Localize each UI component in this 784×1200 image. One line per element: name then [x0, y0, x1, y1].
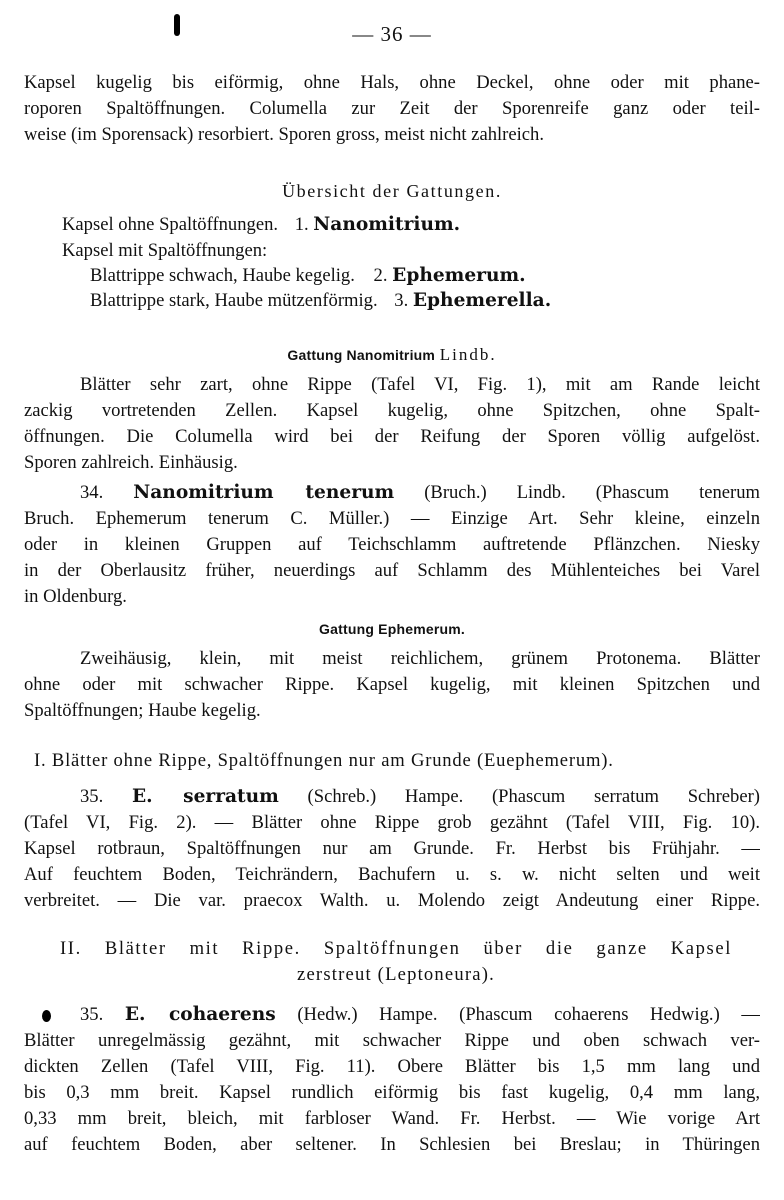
key-genus: Ephemerum.	[392, 265, 526, 286]
text-line: Blätter unregelmässig gezähnt, mit schwacher Rippe und oben schwach ver-	[24, 1030, 760, 1051]
text-line: Kapsel kugelig bis eiförmig, ohne Hals, ohne Deckel, ohne oder mit phane-	[24, 72, 760, 93]
text-line: verbreitet. — Die var. praecox Walth. u. Molendo zeigt Andeutung einer Rippe.	[24, 890, 760, 911]
text-line: Bruch. Ephemerum tenerum C. Müller.) — Einzige Art. Sehr kleine, einzeln	[24, 508, 760, 529]
key-row-2	[62, 240, 267, 262]
text-line: weise (im Sporensack) resorbiert. Sporen gross, meist nicht zahlreich.	[24, 124, 544, 145]
text-line: oder in kleinen Gruppen auf Teichschlamm auftretende Pflänzchen. Niesky	[24, 534, 760, 555]
species-34-entry	[24, 480, 760, 610]
text-line: Auf feuchtem Boden, Teichrändern, Bachufern u. s. w. nicht selten und weit	[24, 864, 760, 885]
species-name: E. serratum	[131, 786, 279, 807]
species-name: E. cohaerens	[124, 1004, 276, 1025]
text-line: I. Blätter ohne Rippe, Spaltöffnungen nur am Grunde (Euephemerum).	[34, 750, 614, 771]
genus-heading-text: Gattung Ephemerum.	[319, 621, 465, 637]
key-number: 2.	[373, 265, 388, 286]
text-line: Spaltöffnungen; Haube kegelig.	[24, 700, 261, 721]
text-line: Blätter sehr zart, ohne Rippe (Tafel VI, Fig. 1), mit am Rande leicht	[80, 374, 760, 395]
text-line: II. Blätter mit Rippe. Spaltöffnungen über die ganze Kapsel	[60, 938, 732, 959]
text-line: bis 0,3 mm breit. Kapsel rundlich eiförmig bis fast kugelig, 0,4 mm lang,	[24, 1082, 760, 1103]
text-line: öffnungen. Die Columella wird bei der Reifung der Sporen völlig aufgelöst.	[24, 426, 760, 447]
species-first-line	[24, 480, 760, 506]
text-line: zackig vortretenden Zellen. Kapsel kugelig, ohne Spitzchen, ohne Spalt-	[24, 400, 760, 421]
text-line: Sporen zahlreich. Einhäusig.	[24, 452, 238, 473]
species-35-serratum-entry	[24, 784, 760, 914]
text-line: (Tafel VI, Fig. 2). — Blätter ohne Rippe grob gezähnt (Tafel VIII, Fig. 10).	[24, 812, 760, 833]
genus-author: Lindb.	[439, 345, 497, 364]
text-line: in der Oberlausitz früher, neuerdings auf Schlamm des Mühlenteiches bei Varel	[24, 560, 760, 581]
key-text: Blattrippe stark, Haube mützenförmig.	[90, 290, 378, 311]
text-line: in Oldenburg.	[24, 586, 127, 607]
section-2-heading	[60, 936, 732, 988]
text-line: Kapsel rotbraun, Spaltöffnungen nur am Grunde. Fr. Herbst bis Frühjahr. —	[24, 838, 760, 859]
key-text: Blattrippe schwach, Haube kegelig.	[90, 265, 355, 286]
species-authority: (Bruch.) Lindb. (Phascum tenerum	[424, 482, 760, 503]
species-authority: (Hedw.) Hampe. (Phascum cohaerens Hedwig.) —	[297, 1004, 760, 1025]
species-authority: (Schreb.) Hampe. (Phascum serratum Schreber)	[307, 786, 760, 807]
text-line: roporen Spaltöffnungen. Columella zur Zeit der Sporenreife ganz oder teil-	[24, 98, 760, 119]
overview-heading: Übersicht der Gattungen.	[282, 181, 502, 201]
text-line: dickten Zellen (Tafel VIII, Fig. 11). Obere Blätter bis 1,5 mm lang und	[24, 1056, 760, 1077]
nanomitrium-description	[24, 372, 760, 476]
text-line: zerstreut (Leptoneura).	[297, 964, 495, 985]
species-number: 34.	[80, 482, 104, 503]
species-number: 35.	[80, 786, 104, 807]
section-1-heading	[34, 748, 760, 774]
text-line: Zweihäusig, klein, mit meist reichlichem, grünem Protonema. Blätter	[80, 648, 760, 669]
ephemerum-heading	[24, 616, 760, 642]
key-row-1	[62, 214, 460, 236]
text-line: 0,33 mm breit, bleich, mit farbloser Wand. Fr. Herbst. — Wie vorige Art	[24, 1108, 760, 1129]
key-row-4	[90, 290, 551, 312]
key-text: Kapsel mit Spaltöffnungen:	[62, 240, 268, 261]
key-genus: Ephemerella.	[412, 290, 552, 311]
key-genus: Nanomitrium.	[313, 214, 461, 235]
text-line: ohne oder mit schwacher Rippe. Kapsel kugelig, mit kleinen Spitzchen und	[24, 674, 760, 695]
key-row-3	[90, 265, 526, 287]
key-number: 1.	[294, 214, 309, 235]
page-number: — 36 —	[352, 22, 432, 46]
nanomitrium-heading	[24, 342, 760, 368]
text-line: auf feuchtem Boden, aber seltener. In Schlesien bei Breslau; in Thüringen	[24, 1134, 760, 1155]
ephemerum-description	[24, 646, 760, 724]
species-first-line	[24, 1002, 760, 1028]
key-text: Kapsel ohne Spaltöffnungen.	[62, 214, 279, 235]
species-number: 35.	[80, 1004, 104, 1025]
genus-heading-text: Gattung Nanomitrium	[287, 347, 436, 363]
species-name: Nanomitrium tenerum	[133, 482, 395, 503]
species-first-line	[24, 784, 760, 810]
key-number: 3.	[394, 290, 409, 311]
species-35-cohaerens-entry	[24, 1002, 760, 1158]
intro-paragraph	[24, 70, 760, 148]
